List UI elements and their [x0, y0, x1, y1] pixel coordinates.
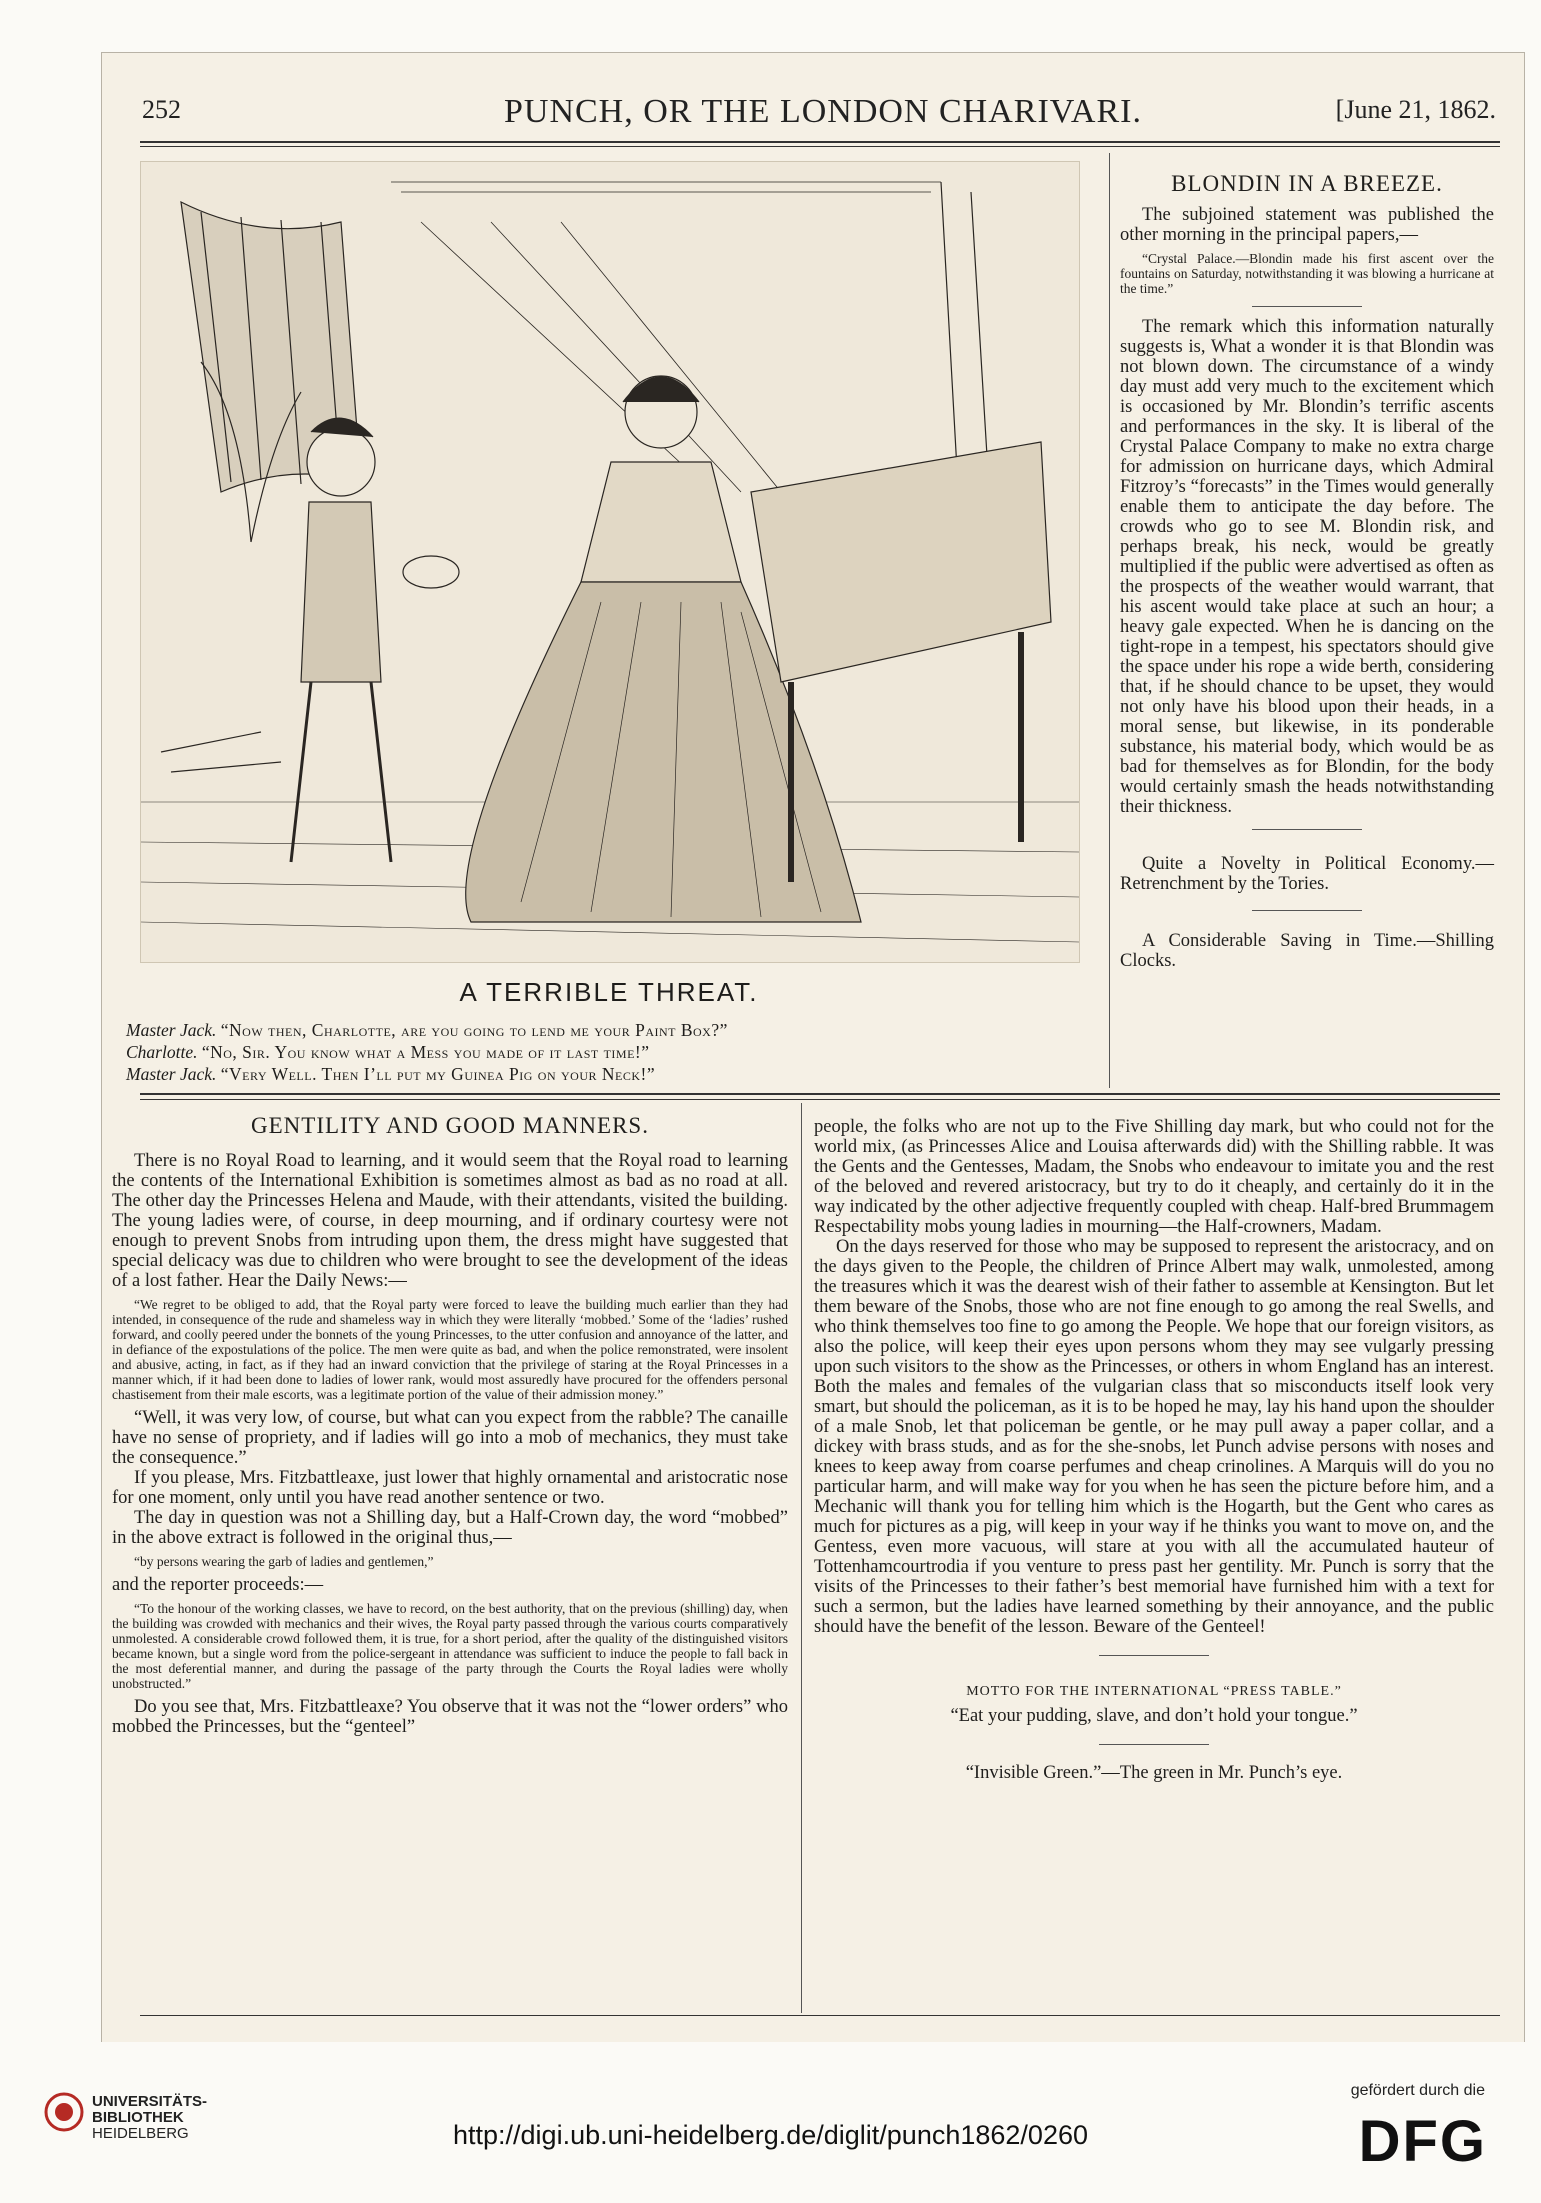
page-header — [142, 93, 1504, 143]
boy-legs — [291, 682, 391, 862]
gentility-p6: Do you see that, Mrs. Fitzbattleaxe? You observe that it was not the “lower orders” who mobbed the Princesses, but the “genteel” — [112, 1697, 788, 1737]
section-rule — [140, 1093, 1500, 1095]
gentility-quote2: “by persons wearing the garb of ladies and gentlemen,” — [134, 1554, 434, 1569]
speaker-jack: Master Jack. — [126, 1064, 217, 1084]
header-rule — [140, 141, 1500, 143]
gentility-c1: people, the folks who are not up to the Five Shilling day mark, but who could not for the world mix, (as Princesses Alice and Louisa afterwards did) with the Shilling rabble. It was the Gents and the Gentesses, Madam, the Snobs who endeavour to imitate you and the rest of the beloved and revered aristocracy, but try to do it cheaply, and certainly do it in the way indicated by the other adjective frequently coupled with cheap. Half-bred Brummagem Respectability mobs young ladies in mourning—the Half-crowners, Madam. — [814, 1117, 1494, 1237]
gentility-p5: and the reporter proceeds:— — [112, 1575, 324, 1595]
gentility-quote3: “To the honour of the working classes, we have to record, on the best authority, that on the previous (shilling) day, when the building was crowded with mechanics and their wives, the Royal party passed through the various courts comparatively unmolested. A considerable crowd followed them, it is true, for a short period, after the quality of the distinguished visitors became known, but a single word from the police-sergeant in attendance was sufficient to induce the people to fall back in the most deferential manner, and during the passage of the party through the Courts the Royal ladies were wholly unobstructed.” — [112, 1601, 788, 1691]
boy-head — [307, 428, 375, 496]
dialogue-text: “Now then, Charlotte, are you going to lend me your Paint Box?” — [220, 1020, 728, 1040]
cartoon-dialogue — [126, 1019, 1086, 1085]
divider — [1252, 306, 1362, 307]
piano-body — [751, 442, 1051, 682]
uni-line2: BIBLIOTHEK — [92, 2109, 184, 2126]
column-rule-bottom — [801, 1103, 802, 2013]
invisible-green-note: “Invisible Green.”—The green in Mr. Punch’s eye. — [965, 1763, 1343, 1783]
divider — [1252, 829, 1362, 830]
page-number: 252 — [142, 95, 181, 124]
bottom-rule — [140, 2015, 1500, 2016]
artist-mark — [161, 732, 281, 772]
dialogue-text: “No, Sir. You know what a Mess you made of it last time!” — [201, 1042, 650, 1062]
gentility-heading: GENTILITY AND GOOD MANNERS. — [251, 1113, 649, 1138]
gentility-p3: If you please, Mrs. Fitzbattleaxe, just lower that highly ornamental and aristocratic nose for one moment, only until you have read another sentence or two. — [112, 1468, 788, 1508]
uni-line3: HEIDELBERG — [92, 2125, 189, 2142]
cartoon-drawing — [141, 162, 1079, 962]
cartoon-title: A TERRIBLE THREAT. — [459, 977, 759, 1007]
gentility-c2: On the days reserved for those who may be supposed to represent the aristocracy, and on the days given to the People, the children of Prince Albert may walk, unmolested, among the treasures which it was the dearest wish of their father to assemble at Kensington. But let them beware of the Snobs, those who are not fine enough to go among the real Swells, and who think themselves too fine to go among the People. We hope that our foreign visitors, as also the police, will keep their eyes upon persons whom they may see vulgarly pressing upon such visitors to the show as the Princesses, or others in whom England has an interest. Both the males and females of the vulgarian class that so misconducts itself look very smart, but should the policeman, as it is to be hoped he may, lay his hand upon the shoulder of a male Snob, let that policeman be gentle, or he may pull away a paper collar, and a dickey with brass studs, and as for the she-snobs, let Punch advise persons with noses and knees to keep away from coarse perfumes and cheap crinolines. A Marquis will do you no particular harm, and will make way for you when he has seen the picture before him, and a Mechanic will thank you for telling him which is the Hogarth, but the Gent who cares as much for pictures as a pig, will keep in your way if he thinks you want to move on, and the Gentess, even more vacuous, will stare at you with all the accumulated hauteur of Tottenhamcourtrodia if you venture to press past her gentility. Mr. Punch is sorry that the visits of the Princesses to their father’s best memorial have furnished him with a text for such a sermon, but the ladies have learned something by their annoyance, and the public should have the benefit of the lesson. Beware of the Genteel! — [814, 1237, 1494, 1637]
blondin-quote: “Crystal Palace.—Blondin made his first ascent over the fountains on Saturday, notwithstanding it was blowing a hurricane at the time.” — [1120, 251, 1494, 296]
gentility-p4: The day in question was not a Shilling day, but a Half-Crown day, the word “mobbed” in the above extract is followed in the original thus,— — [112, 1508, 788, 1548]
masthead-title: PUNCH, OR THE LONDON CHARIVARI. — [503, 93, 1142, 130]
gentility-p1: There is no Royal Road to learning, and it would seem that the Royal road to learning the contents of the International Exhibition is sometimes almost as bad as no road at all. The other day the Princesses Helena and Maude, with their attendants, visited the building. The young ladies were, of course, in deep mourning, and if ordinary courtesy were not enough to prevent Snobs from intruding upon them, the dress might have suggested that special delicacy was due to children who were brought to see the development of the ideas of a lost father. Hear the Daily News:— — [112, 1151, 788, 1291]
funder-caption: gefördert durch die — [1350, 2082, 1485, 2099]
column-rule-top — [1109, 153, 1110, 1088]
issue-date: [June 21, 1862. — [1335, 95, 1496, 124]
blondin-body: The remark which this information naturally suggests is, What a wonder it is that Blondin was not blown down. The circumstance of a windy day must add very much to the excitement which is occasioned by Mr. Blondin’s terrific ascents and performances in the sky. It is liberal of the Crystal Palace Company to make no extra charge for admission on hurricane days, which Admiral Fitzroy’s “forecasts” in the Times would generally enable them to anticipate the day before. The crowds who go to see M. Blondin risk, and perhaps break, his neck, would be greatly multiplied if the public were advertised as often as the prospects of the weather would warrant, that his ascent would take place at such an hour; a heavy gale expected. When he is dancing on the tight-rope in a tempest, his spectators should give the space under his rope a wide berth, considering that, if he should chance to be upset, they would not only have his blood upon their heads, in a moral sense, but likewise, in its ponderable substance, his material body, which would be as bad for themselves as for Blondin, for the body would certainly smash the heads notwithstanding their thickness. — [1120, 317, 1494, 817]
saving-note: A Considerable Saving in Time.—Shilling Clocks. — [1120, 931, 1494, 971]
gentility-p2: “Well, it was very low, of course, but what can you expect from the rabble? The canaille have no sense of propriety, and if ladies will go into a mob of mechanics, they must take the consequence.” — [112, 1408, 788, 1468]
cartoon-illustration — [140, 161, 1080, 963]
viewer-footer — [0, 2042, 1541, 2203]
motto-text: “Eat your pudding, slave, and don’t hold your tongue.” — [950, 1706, 1358, 1726]
boy-body — [301, 502, 381, 682]
dfg-logo[interactable]: DFG — [1358, 2109, 1487, 2174]
gentility-article-right — [814, 1117, 1494, 1783]
dialogue-line — [126, 1019, 1086, 1041]
gentility-article-left — [112, 1113, 788, 1737]
divider — [1099, 1655, 1209, 1656]
permalink-url[interactable]: http://digi.ub.uni-heidelberg.de/diglit/punch1862/0260 — [453, 2120, 1088, 2150]
divider — [1099, 1744, 1209, 1745]
dialogue-line — [126, 1063, 1086, 1085]
dialogue-line — [126, 1041, 1086, 1063]
guinea-pig — [403, 556, 459, 588]
divider — [1252, 910, 1362, 911]
girl-hair — [623, 377, 699, 402]
blondin-heading: BLONDIN IN A BREEZE. — [1171, 171, 1443, 196]
header-rule-thin — [140, 146, 1500, 147]
novelty-note: Quite a Novelty in Political Economy.—Retrenchment by the Tories. — [1120, 854, 1494, 894]
blondin-intro: The subjoined statement was published the other morning in the principal papers,— — [1120, 205, 1494, 245]
speaker-jack: Master Jack. — [126, 1020, 217, 1040]
section-rule-thin — [140, 1099, 1500, 1100]
scanned-page — [101, 52, 1525, 2044]
girl-bodice — [581, 462, 741, 582]
blondin-article — [1120, 171, 1494, 971]
motto-heading: MOTTO FOR THE INTERNATIONAL “PRESS TABLE.” — [966, 1684, 1342, 1699]
speaker-charlotte: Charlotte. — [126, 1042, 198, 1062]
dialogue-text: “Very Well. Then I’ll put my Guinea Pig on your Neck!” — [220, 1064, 656, 1084]
uni-line1: UNIVERSITÄTS- — [92, 2093, 208, 2110]
gentility-quote1: “We regret to be obliged to add, that the Royal party were forced to leave the building much earlier than they had intended, in consequence of the rude and shameless way in which they were literally ‘mobbed.’ Some of the ‘ladies’ rushed forward, and coolly peered under the bonnets of the young Princesses, to the utter confusion and annoyance of the latter, and in defiance of the expostulations of the police. The men were quite as bad, and when the police remonstrated, were insolent and abusive, acting, in fact, as if they had an inward conviction that the privilege of staring at the Royal Princesses in a manner which, if it had been done to ladies of lower rank, would most assuredly have procured for the offenders personal chastisement from their male escorts, was a legitimate portion of the value of their admission money.” — [112, 1297, 788, 1402]
